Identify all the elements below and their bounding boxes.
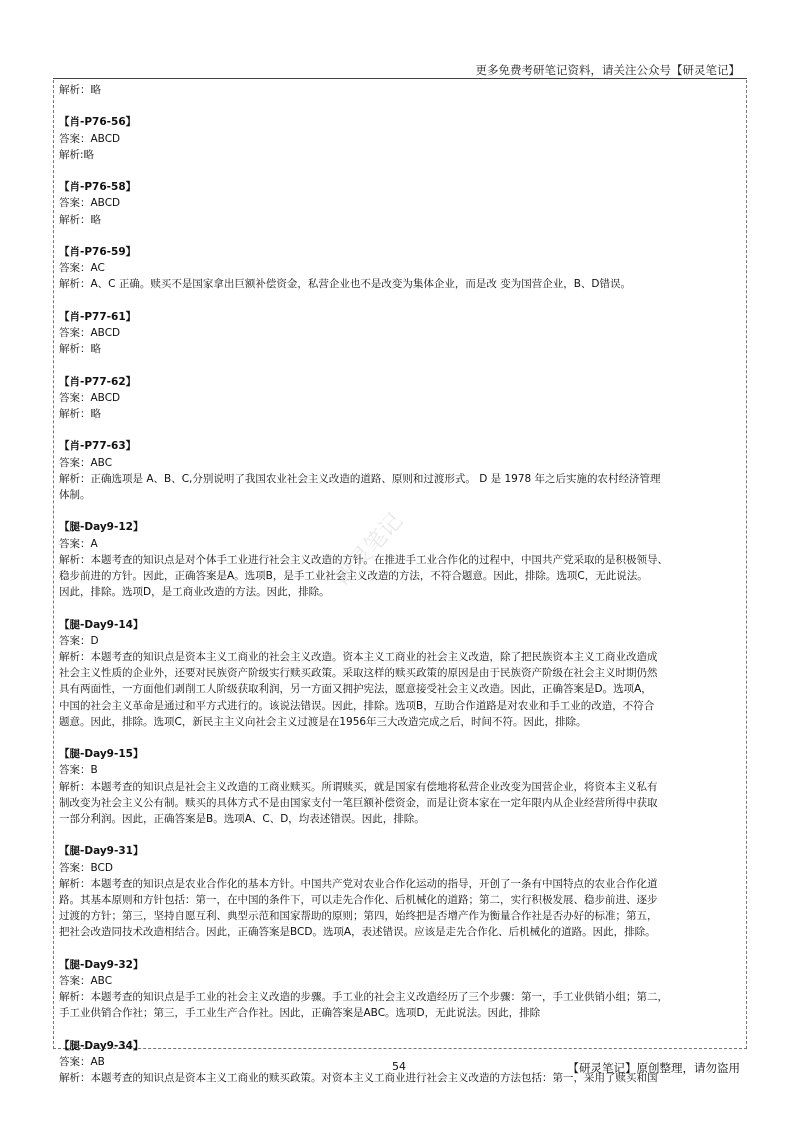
entry-answer: 答案：D <box>59 634 99 647</box>
entry-answer: 答案：AB <box>59 1056 105 1068</box>
answer-entry <box>59 244 743 293</box>
entry-answer: 答案：B <box>59 764 98 777</box>
entry-explanation: 体制。 <box>59 488 91 501</box>
entry-heading: 【腿-Day9-34】 <box>59 1039 144 1052</box>
page-number: 54 <box>392 1060 406 1073</box>
answer-entry <box>59 438 743 503</box>
entry-heading: 【腿-Day9-32】 <box>59 958 144 971</box>
entry-heading: 【肖-P77-63】 <box>59 440 137 453</box>
entry-answer: 答案：ABC <box>59 975 113 987</box>
entry-explanation: 路。其基本原则和方针包括：第一，在中国的条件下，可以走先合作化、后机械化的道路；第二，实行积极发展、稳步前进、逐步 <box>59 894 658 906</box>
entry-explanation: 解析：略 <box>59 343 101 356</box>
entry-explanation: 具有两面性，一方面他们剥削工人阶级获取利润，另一方面又拥护宪法，愿意接受社会主义改造。因此，正确答案是D。选项A， <box>59 683 652 696</box>
entry-answer: 答案：BCD <box>59 861 113 874</box>
entry-answer: 答案：ABCD <box>59 197 121 210</box>
entry-answer: 答案：AC <box>59 262 105 275</box>
answer-entry <box>59 179 743 228</box>
entry-explanation: 因此，排除。选项D，是工商业改造的方法。因此，排除。 <box>59 586 330 599</box>
entry-explanation: 一部分利润。因此，正确答案是B。选项A、C、D，均表述错误。因此，排除。 <box>59 813 425 825</box>
entry-explanation: 解析：略 <box>59 407 101 420</box>
footer-note: 【研灵笔记】原创整理，请勿盗用 <box>567 1061 740 1075</box>
entry-explanation: 解析：正确选项是 A、B、C,分别说明了我国农业社会主义改造的道路、原则和过渡形式。 D 是 1978 年之后实施的农村经济管理 <box>59 472 661 485</box>
entry-explanation: 中国的社会主义革命是通过和平方式进行的。该说法错误。因此，排除。选项B，互助合作道路是对农业和手工业的改造，不符合 <box>59 699 655 712</box>
entry-explanation: 解析：略 <box>59 84 101 96</box>
entry-heading: 【腿-Day9-15】 <box>59 748 144 761</box>
entry-explanation: 解析：本题考查的知识点是农业合作化的基本方针。中国共产党对农业合作化运动的指导，开创了一条有中国特点的农业合作化道 <box>59 877 658 890</box>
watermark: 研灵笔记 <box>330 508 408 591</box>
entry-heading: 【肖-P76-58】 <box>59 181 137 194</box>
entry-heading: 【肖-P76-59】 <box>59 245 137 258</box>
answer-entry <box>59 374 743 423</box>
entry-heading: 【腿-Day9-14】 <box>59 618 144 631</box>
header-divider <box>53 78 747 79</box>
entry-heading: 【腿-Day9-31】 <box>59 845 144 858</box>
entry-explanation: 解析:略 <box>59 148 95 161</box>
entry-answer: 答案：A <box>59 537 98 550</box>
entry-heading: 【肖-P77-61】 <box>59 310 137 323</box>
entry-explanation: 把社会改造同技术改造相结合。因此，正确答案是BCD。选项A，表述错误。应该是走先合作化、后机械化的道路。因此，排除。 <box>59 926 656 939</box>
entry-heading: 【肖-P76-56】 <box>59 116 137 129</box>
entry-explanation: 解析：本题考查的知识点是资本主义工商业的社会主义改造。资本主义工商业的社会主义改造，除了把民族资本主义工商业改造成 <box>59 650 658 663</box>
entry-answer: 答案：ABCD <box>59 326 121 339</box>
entry-explanation: 稳步前进的方针。因此，正确答案是A。选项B，是手工业社会主义改造的方法，不符合题意。因此，排除。选项C，无此说法。 <box>59 569 648 582</box>
entry-explanation: 手工业供销合作社；第三，手工业生产合作社。因此，正确答案是ABC。选项D，无此说法。因此，排除 <box>59 1007 541 1020</box>
answer-entry <box>59 746 743 827</box>
answer-entry <box>59 843 743 940</box>
answer-entry <box>59 82 743 98</box>
entry-heading: 【肖-P77-62】 <box>59 375 137 388</box>
entry-answer: 答案：ABCD <box>59 132 121 145</box>
answer-entry <box>59 957 743 1022</box>
entry-answer: 答案：ABCD <box>59 391 121 404</box>
entry-explanation: 制改变为社会主义公有制。赎买的具体方式不是由国家支付一笔巨额补偿资金，而是让资本家在一定年限内从企业经营所得中获取 <box>59 796 658 809</box>
entry-explanation: 社会主义性质的企业外，还要对民族资产阶级实行赎买政策。采取这样的赎买政策的原因是由于民族资产阶级在社会主义时期仍然 <box>59 667 658 680</box>
answer-entry <box>59 309 743 358</box>
entry-explanation: 解析：本题考查的知识点是对个体手工业进行社会主义改造的方针。在推进手工业合作化的过程中，中国共产党采取的是积极领导、 <box>59 553 668 566</box>
answer-entry <box>59 519 743 600</box>
entry-explanation: 过渡的方针；第三，坚持自愿互利、典型示范和国家帮助的原则；第四，始终把是否增产作为衡量合作社是否办好的标准；第五， <box>59 910 658 923</box>
answer-entry <box>59 114 743 163</box>
entry-explanation: 解析：略 <box>59 213 101 226</box>
entry-explanation: 解析：本题考查的知识点是手工业的社会主义改造的步骤。手工业的社会主义改造经历了三个步骤：第一，手工业供销小组；第二， <box>59 991 668 1004</box>
page-header: 更多免费考研笔记资料，请关注公众号【研灵笔记】 <box>475 63 740 77</box>
entry-heading: 【腿-Day9-12】 <box>59 521 144 534</box>
entry-explanation: 解析：本题考查的知识点是社会主义改造的工商业赎买。所谓赎买，就是国家有偿地将私营企业改变为国营企业，将资本主义私有 <box>59 780 658 793</box>
entry-explanation: 解析：A、C 正确。赎买不是国家拿出巨额补偿资金，私营企业也不是改变为集体企业，而是改 变为国营企业，B、D错误。 <box>59 278 631 291</box>
entry-explanation: 题意。因此，排除。选项C，新民主主义向社会主义过渡是在1956年三大改造完成之后，时间不符。因此，排除。 <box>59 715 587 728</box>
answer-entry <box>59 617 743 730</box>
entry-explanation: 解析：本题考查的知识点是资本主义工商业的赎买政策。对资本主义工商业进行社会主义改造的方法包括：第一，采用了赎买和国 <box>59 1072 658 1085</box>
entry-answer: 答案：ABC <box>59 456 113 469</box>
